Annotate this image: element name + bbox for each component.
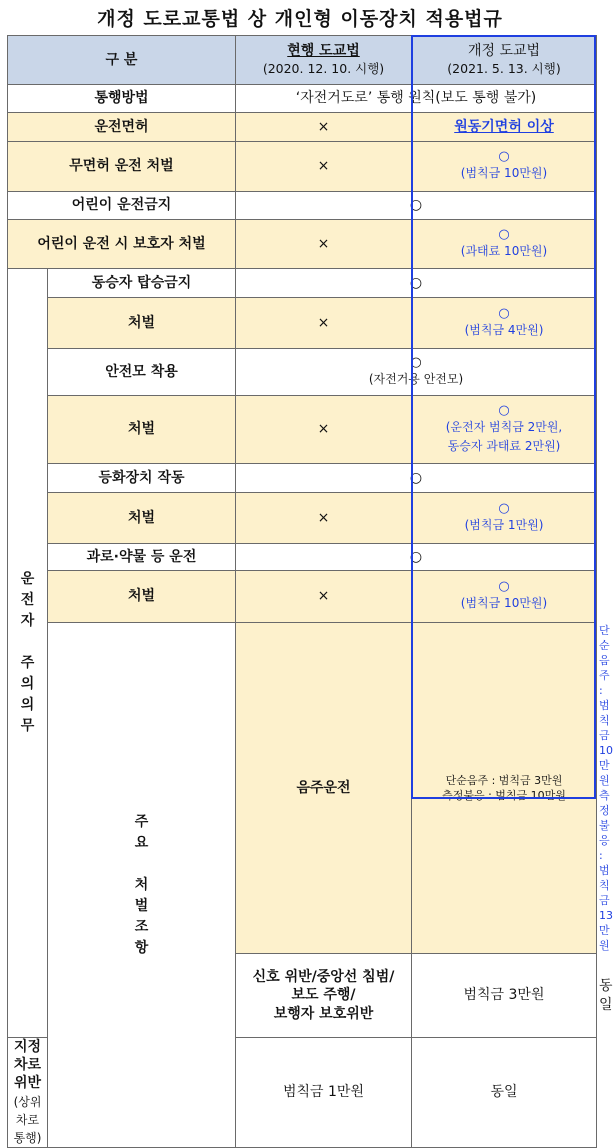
helmet-penalty-current: ×	[236, 396, 412, 464]
helmet-penalty-note-2: 동승자 과태료 2만원)	[447, 438, 561, 453]
header-current-title: 현행 도교법	[287, 42, 360, 59]
row-label-lane	[8, 1038, 48, 1148]
penalties-char-6: 항	[134, 939, 149, 956]
driver-duty-char-5: 의	[20, 676, 35, 692]
penalties-char-4: 벌	[134, 897, 149, 914]
page-title: 개정 도로교통법 상 개인형 이동장치 적용법규	[97, 8, 503, 30]
header-category-label: 구 분	[105, 51, 138, 68]
row-label-unlicensed: 무면허 운전 처벌	[8, 142, 236, 192]
light-penalty-revised	[412, 493, 597, 544]
guardian-revised-mark: ○	[498, 226, 510, 242]
unlicensed-current: ×	[236, 142, 412, 192]
signal-label-3: 보행자 보호위반	[273, 1005, 374, 1022]
license-current: ×	[236, 113, 412, 142]
header-category	[8, 36, 236, 85]
row-label-helmet-penalty: 처벌	[48, 396, 236, 464]
header-revised	[412, 36, 597, 85]
driver-duty-char-1: 전	[20, 592, 35, 608]
helmet-penalty-revised	[412, 396, 597, 464]
lane-current: 범칙금 1만원	[236, 1038, 412, 1148]
helmet-value	[236, 349, 597, 396]
row-label-helmet: 안전모 착용	[48, 349, 236, 396]
header-current	[236, 36, 412, 85]
row-label-signal	[236, 954, 412, 1038]
traffic-method-value: ‘자전거도로’ 통행 원칙(보도 통행 불가)	[236, 85, 597, 113]
row-label-traffic-method: 통행방법	[8, 85, 236, 113]
dui-revised-1: 단순음주 : 범칙금 10만원	[599, 624, 613, 787]
penalties-char-0: 주	[134, 813, 149, 830]
drugs-penalty-note: (범칙금 10만원)	[460, 596, 548, 611]
regulation-table: 구 분 현행 도교법 (2020. 12. 10. 시행) 개정 도교법 (2021. 5. 13. 시행) 통행방법 ‘자전거도로’ 통행 원칙(보도 통행 불가) 운전면허 × 원동기면허 이상 무면허 운전 처벌 × ○ (범칙금 10만원) 어린이 운전금지 ○ 어린이 운전 시 보호자 처벌 × ○ (과태료 10만원) 운 전 자 주 의 의 무 동승자 탑승금지 ○ 처벌 × ○ (범칙금 4만원) 안전모 착용 ○ (자전거용 안전모) 처벌 × ○ (운전자 범칙금 2만원, 동승자 과태료 2만원) 등화장치 작동 ○ 처벌 × ○ (범칙금 1만원) 과로·약물 등 운전 ○ 처벌 × ○ (범칙금 10만원) 주 요 처 벌 조 항 음주운전 단순음주 : 범칙금 3만원 측정불응 : 범칙금 10만원 단순음주 : 범칙금 10만원 측정불응 : 범칙금 13만원 신호 위반/중앙선 침범/ 보도 주행/ 보행자 보호위반 범칙금 3만원 동일 지정차로 위반 (상위차로 통행) 범칙금 1만원 동일	[7, 35, 597, 1148]
passenger-penalty-mark: ○	[498, 305, 510, 321]
row-label-child-ban: 어린이 운전금지	[8, 192, 236, 220]
row-label-drugs-penalty: 처벌	[48, 571, 236, 623]
drugs-penalty-mark: ○	[498, 579, 510, 595]
row-label-light-penalty: 처벌	[48, 493, 236, 544]
lane-label: 지정차로 위반	[13, 1039, 42, 1092]
dui-revised-2: 측정불응 : 범칙금 13만원	[599, 789, 613, 952]
unlicensed-revised-note: (범칙금 10만원)	[460, 166, 548, 181]
lane-revised: 동일	[412, 1038, 597, 1148]
guardian-current: ×	[236, 220, 412, 269]
dui-current-2: 측정불응 : 범칙금 10만원	[442, 789, 566, 802]
signal-current: 범칙금 3만원	[412, 954, 597, 1038]
header-revised-date: (2021. 5. 13. 시행)	[447, 61, 561, 76]
passenger-penalty-revised	[412, 298, 597, 349]
signal-label-1: 신호 위반/중앙선 침범/	[252, 969, 395, 986]
row-label-passenger-penalty: 처벌	[48, 298, 236, 349]
dui-current-1: 단순음주 : 범칙금 3만원	[445, 774, 563, 787]
driver-duty-char-7: 무	[20, 718, 35, 734]
penalties-char-5: 조	[134, 918, 149, 935]
row-label-dui: 음주운전	[236, 623, 412, 954]
row-label-drugs: 과로·약물 등 운전	[48, 544, 236, 571]
dui-current	[412, 623, 597, 954]
row-label-license: 운전면허	[8, 113, 236, 142]
row-label-guardian: 어린이 운전 시 보호자 처벌	[8, 220, 236, 269]
driver-duty-char-4: 주	[20, 655, 35, 671]
driver-duty-char-0: 운	[20, 571, 35, 587]
row-label-passenger-ban: 동승자 탑승금지	[48, 269, 236, 298]
lane-sublabel: (상위차로 통행)	[13, 1094, 42, 1145]
helmet-note: (자전거용 안전모)	[368, 371, 464, 386]
group-label-driver-duty	[8, 269, 48, 1038]
header-revised-title: 개정 도교법	[467, 42, 541, 59]
unlicensed-revised	[412, 142, 597, 192]
row-label-light: 등화장치 작동	[48, 464, 236, 493]
light-penalty-current: ×	[236, 493, 412, 544]
helmet-mark: ○	[410, 354, 422, 370]
drugs-penalty-current: ×	[236, 571, 412, 623]
helmet-penalty-note-1: (운전자 범칙금 2만원,	[445, 420, 563, 435]
penalties-char-1: 요	[134, 834, 149, 851]
group-label-penalties	[48, 623, 236, 1148]
license-revised: 원동기면허 이상	[412, 113, 597, 142]
passenger-penalty-current: ×	[236, 298, 412, 349]
light-penalty-note: (범칙금 1만원)	[464, 517, 544, 532]
unlicensed-revised-mark: ○	[498, 149, 510, 165]
light-penalty-mark: ○	[498, 500, 510, 516]
helmet-penalty-mark: ○	[498, 403, 510, 419]
penalties-char-3: 처	[134, 876, 149, 893]
header-current-date: (2020. 12. 10. 시행)	[262, 61, 385, 76]
driver-duty-char-2: 자	[20, 613, 35, 629]
drugs-value: ○	[236, 544, 597, 571]
light-value: ○	[236, 464, 597, 493]
guardian-revised	[412, 220, 597, 269]
child-ban-value: ○	[236, 192, 597, 220]
drugs-penalty-revised	[412, 571, 597, 623]
driver-duty-char-6: 의	[20, 697, 35, 713]
guardian-revised-note: (과태료 10만원)	[460, 243, 548, 258]
passenger-penalty-note: (범칙금 4만원)	[464, 322, 544, 337]
passenger-ban-value: ○	[236, 269, 597, 298]
signal-label-2: 보도 주행/	[291, 987, 356, 1004]
